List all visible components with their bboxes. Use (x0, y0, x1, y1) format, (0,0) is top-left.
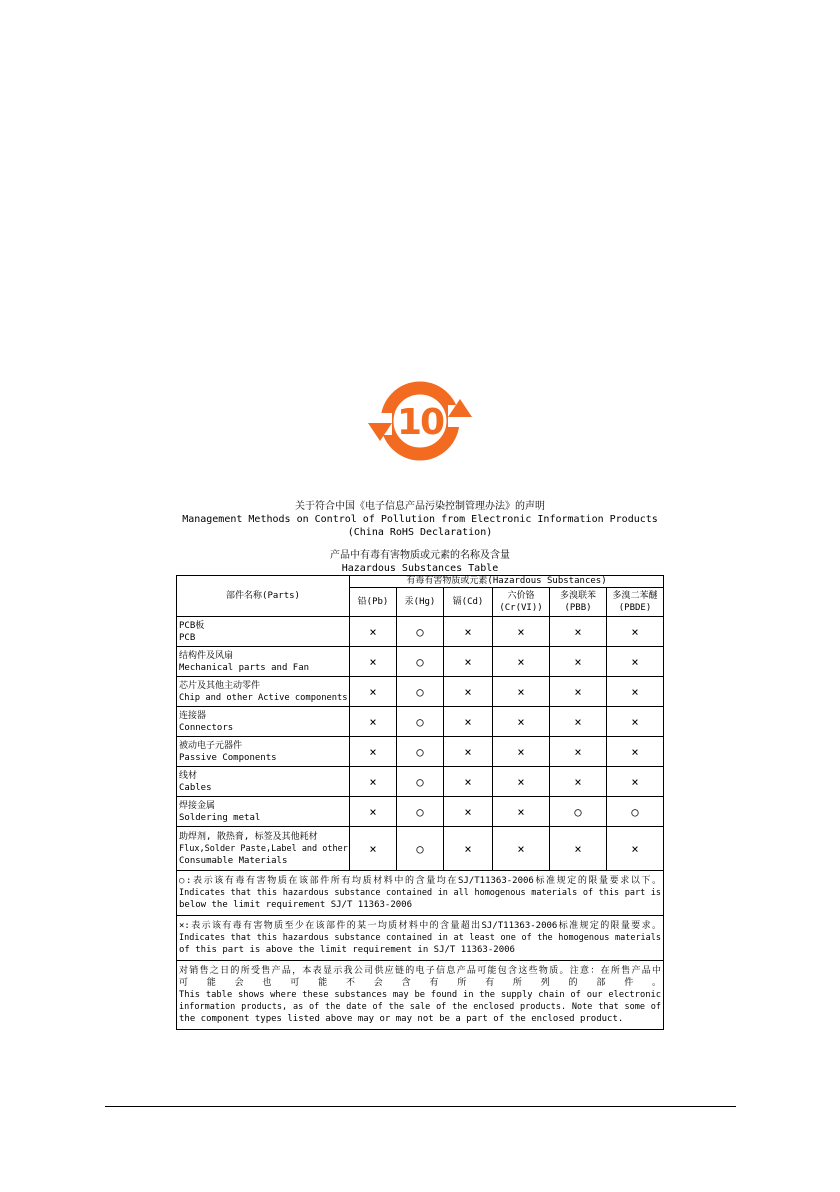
substance-mark: × (607, 617, 664, 647)
substance-mark: ○ (607, 797, 664, 827)
part-name-cn: 助焊剂, 散热膏, 标签及其他耗材 (179, 831, 318, 842)
substance-mark: × (550, 827, 607, 871)
substance-mark: × (550, 767, 607, 797)
logo-number: 10 (396, 402, 444, 443)
substance-mark: ○ (397, 707, 444, 737)
substance-symbol: (Cr(VI)) (499, 603, 543, 613)
note-line: Indicates that this hazardous substance contained in all homogenous materials of this part is (179, 888, 662, 898)
note-line: ×:表示该有毒有害物质至少在该部件的某一均质材料中的含量超出SJ/T11363-2006标准规定的限量要求。 (179, 921, 662, 931)
note-cell (177, 871, 664, 916)
note-line: ○:表示该有毒有害物质在该部件所有均质材料中的含量均在SJ/T11363-2006标准规定的限量要求以下。 (179, 876, 662, 886)
substance-mark: × (607, 677, 664, 707)
part-name-cell (177, 677, 350, 707)
note-row (177, 916, 664, 961)
substance-column-header (607, 588, 664, 617)
part-name-cell (177, 737, 350, 767)
heading-cn: 关于符合中国《电子信息产品污染控制管理办法》的声明 (295, 501, 545, 512)
part-name-cn: 连接器 (179, 710, 207, 721)
substance-mark: × (444, 647, 493, 677)
part-name-cn: 线材 (179, 770, 198, 781)
note-line: This table shows where these substances may be found in the supply chain of our electronic (179, 990, 662, 1000)
substance-mark: × (493, 677, 550, 707)
note-line: the component types listed above may or may not be a part of the enclosed product. (179, 1014, 624, 1024)
note-cell (177, 961, 664, 1030)
substance-column-header (350, 588, 397, 617)
substance-mark: × (550, 737, 607, 767)
substance-column-header (444, 588, 493, 617)
note-line: of this part is above the limit requirement in SJ/T 11363-2006 (179, 945, 515, 955)
table-row (177, 737, 664, 767)
substance-mark: × (493, 617, 550, 647)
substance-name: 多溴二苯醚 (612, 591, 658, 601)
substance-mark: × (550, 677, 607, 707)
substance-name: 镉(Cd) (452, 597, 484, 607)
substance-mark: × (350, 827, 397, 871)
part-name-cn: 结构件及风扇 (179, 650, 234, 661)
part-name-en: Chip and other Active components (179, 692, 348, 703)
part-name-cell (177, 767, 350, 797)
note-row (177, 871, 664, 916)
substance-mark: × (350, 647, 397, 677)
substance-mark: × (444, 707, 493, 737)
table-row (177, 797, 664, 827)
substance-mark: × (550, 707, 607, 737)
note-row (177, 961, 664, 1030)
table-row (177, 647, 664, 677)
substance-mark: ○ (397, 647, 444, 677)
part-name-en: Flux,Solder Paste,Label and other (179, 843, 348, 854)
china-rohs-10-logo (366, 375, 474, 471)
part-name-cn: 芯片及其他主动零件 (179, 680, 261, 691)
part-name-cell (177, 827, 350, 871)
part-name-en: PCB (179, 632, 196, 643)
substance-name: 汞(Hg) (404, 597, 436, 607)
part-name-cell (177, 707, 350, 737)
part-name-en: Cables (179, 782, 212, 793)
substance-mark: × (444, 677, 493, 707)
substance-mark: ○ (397, 797, 444, 827)
note-cell (177, 916, 664, 961)
substance-mark: × (350, 707, 397, 737)
substance-mark: × (444, 767, 493, 797)
substance-mark: × (350, 677, 397, 707)
part-name-cell (177, 797, 350, 827)
substance-mark: × (444, 827, 493, 871)
substance-mark: ○ (397, 617, 444, 647)
part-name-cell (177, 647, 350, 677)
substance-column-header (397, 588, 444, 617)
part-name-cn: 焊接金属 (179, 800, 216, 811)
substance-mark: × (607, 767, 664, 797)
declaration-heading (170, 500, 670, 539)
table-row (177, 617, 664, 647)
heading-sub: (China RoHS Declaration) (347, 527, 493, 538)
substance-name: 多溴联苯 (559, 591, 596, 601)
note-line: Indicates that this hazardous substance contained in at least one of the homogenous materials (179, 933, 662, 943)
substance-column-header (550, 588, 607, 617)
substance-mark: × (493, 767, 550, 797)
substance-mark: × (493, 647, 550, 677)
substances-group-header: 有毒有害物质或元素(Hazardous Substances) (350, 576, 664, 588)
substance-mark: ○ (397, 767, 444, 797)
substance-mark: × (444, 797, 493, 827)
part-name-en: Soldering metal (179, 812, 261, 823)
substance-mark: × (350, 737, 397, 767)
substance-mark: ○ (397, 827, 444, 871)
heading-en: Management Methods on Control of Pollution from Electronic Information Products (182, 514, 658, 525)
part-name-cell (177, 617, 350, 647)
substance-mark: × (550, 617, 607, 647)
substance-mark: × (550, 647, 607, 677)
part-name-en: Connectors (179, 722, 234, 733)
substance-mark: × (493, 827, 550, 871)
substance-mark: × (350, 617, 397, 647)
hazardous-substances-table (176, 575, 664, 1030)
table-title (170, 549, 670, 575)
substance-symbol: (PBB) (564, 603, 592, 613)
substance-mark: × (607, 737, 664, 767)
note-line: information products, as of the date of the sale of the enclosed products. Note that some of (179, 1002, 662, 1012)
substance-mark: ○ (550, 797, 607, 827)
part-name-cn: PCB板 (179, 620, 205, 631)
part-name-cn: 被动电子元器件 (179, 740, 243, 751)
substance-mark: × (607, 707, 664, 737)
substance-mark: × (607, 827, 664, 871)
substance-mark: × (444, 737, 493, 767)
table-title-cn: 产品中有毒有害物质或元素的名称及含量 (330, 550, 510, 561)
part-name-en: Mechanical parts and Fan (179, 662, 310, 673)
substance-mark: × (350, 767, 397, 797)
substance-name: 六价铬 (507, 591, 535, 601)
table-row (177, 707, 664, 737)
substance-mark: ○ (397, 677, 444, 707)
table-title-en: Hazardous Substances Table (341, 563, 499, 574)
part-name-en: Passive Components (179, 752, 277, 763)
table-row (177, 767, 664, 797)
footer-rule (105, 1106, 736, 1107)
part-name-en2: Consumable Materials (179, 855, 288, 866)
substance-name: 铅(Pb) (357, 597, 389, 607)
substance-mark: × (493, 707, 550, 737)
substance-mark: × (493, 737, 550, 767)
note-line: below the limit requirement SJ/T 11363-2006 (179, 900, 412, 910)
substance-mark: × (350, 797, 397, 827)
note-line: 对销售之日的所受售产品，本表显示我公司供应链的电子信息产品可能包含这些物质。注意：在所售产品中 (179, 966, 662, 976)
table-row (177, 827, 664, 871)
substance-symbol: (PBDE) (618, 603, 652, 613)
substance-mark: × (607, 647, 664, 677)
substance-mark: × (444, 617, 493, 647)
substance-mark: ○ (397, 737, 444, 767)
note-line: 可能会也可能不会含有所有所列的部件。 (179, 978, 662, 988)
substance-mark: × (493, 797, 550, 827)
substance-column-header (493, 588, 550, 617)
table-row (177, 677, 664, 707)
parts-header: 部件名称(Parts) (177, 576, 350, 617)
